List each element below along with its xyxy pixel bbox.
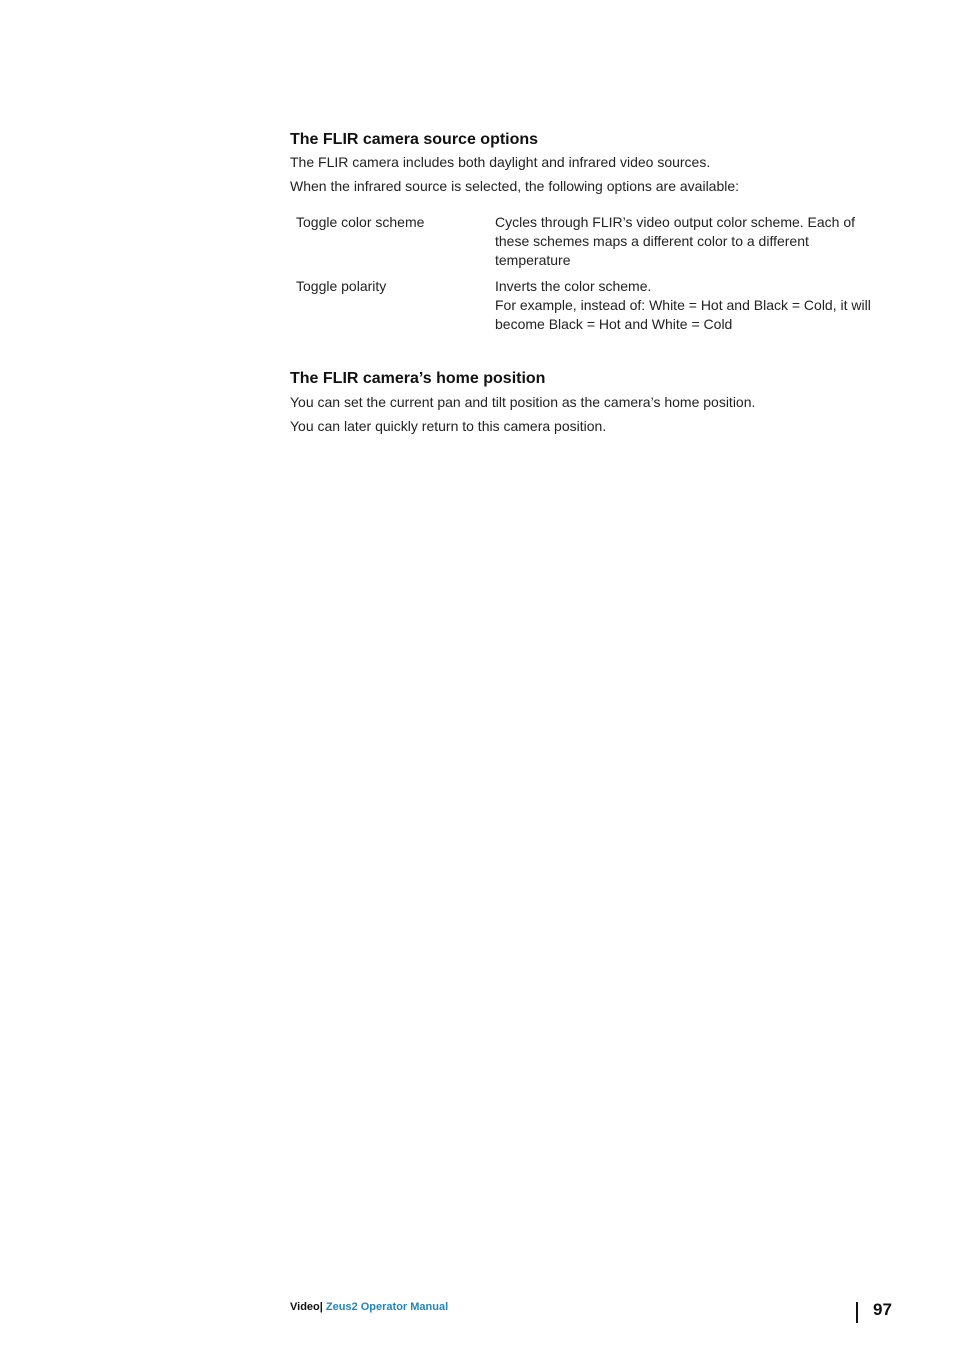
options-table	[290, 213, 886, 341]
footer-manual-title: Zeus2 Operator Manual	[322, 1301, 449, 1313]
option-term: Toggle polarity	[296, 278, 387, 294]
page-number-divider	[856, 1302, 858, 1323]
paragraph: You can later quickly return to this camera position.	[290, 417, 607, 434]
page-content	[290, 130, 890, 438]
description-line: For example, instead of: White = Hot and Black = Cold, it will become Black = Hot and White = Cold	[495, 297, 871, 332]
paragraph: You can set the current pan and tilt position as the camera’s home position.	[290, 394, 756, 410]
option-description	[489, 277, 886, 341]
footer-chapter: Video	[290, 1301, 320, 1313]
page-number: 97	[873, 1300, 892, 1319]
section-source-options	[290, 130, 890, 341]
table-row	[290, 277, 886, 341]
footer-separator: |	[319, 1301, 323, 1313]
paragraph: The FLIR camera includes both daylight and infrared video sources.	[290, 154, 711, 170]
footer	[290, 1301, 448, 1313]
description-line: Cycles through FLIR’s video output color scheme. Each of these schemes maps a different color to a different temperature	[495, 214, 856, 268]
option-term: Toggle color scheme	[296, 214, 425, 230]
paragraph: When the infrared source is selected, the following options are available:	[290, 177, 740, 194]
table-row	[290, 213, 886, 277]
description-line: Inverts the color scheme.	[495, 278, 652, 294]
section-heading: The FLIR camera’s home position	[290, 370, 546, 387]
section-heading: The FLIR camera source options	[290, 131, 539, 148]
section-home-position	[290, 369, 890, 438]
option-description	[489, 213, 886, 277]
